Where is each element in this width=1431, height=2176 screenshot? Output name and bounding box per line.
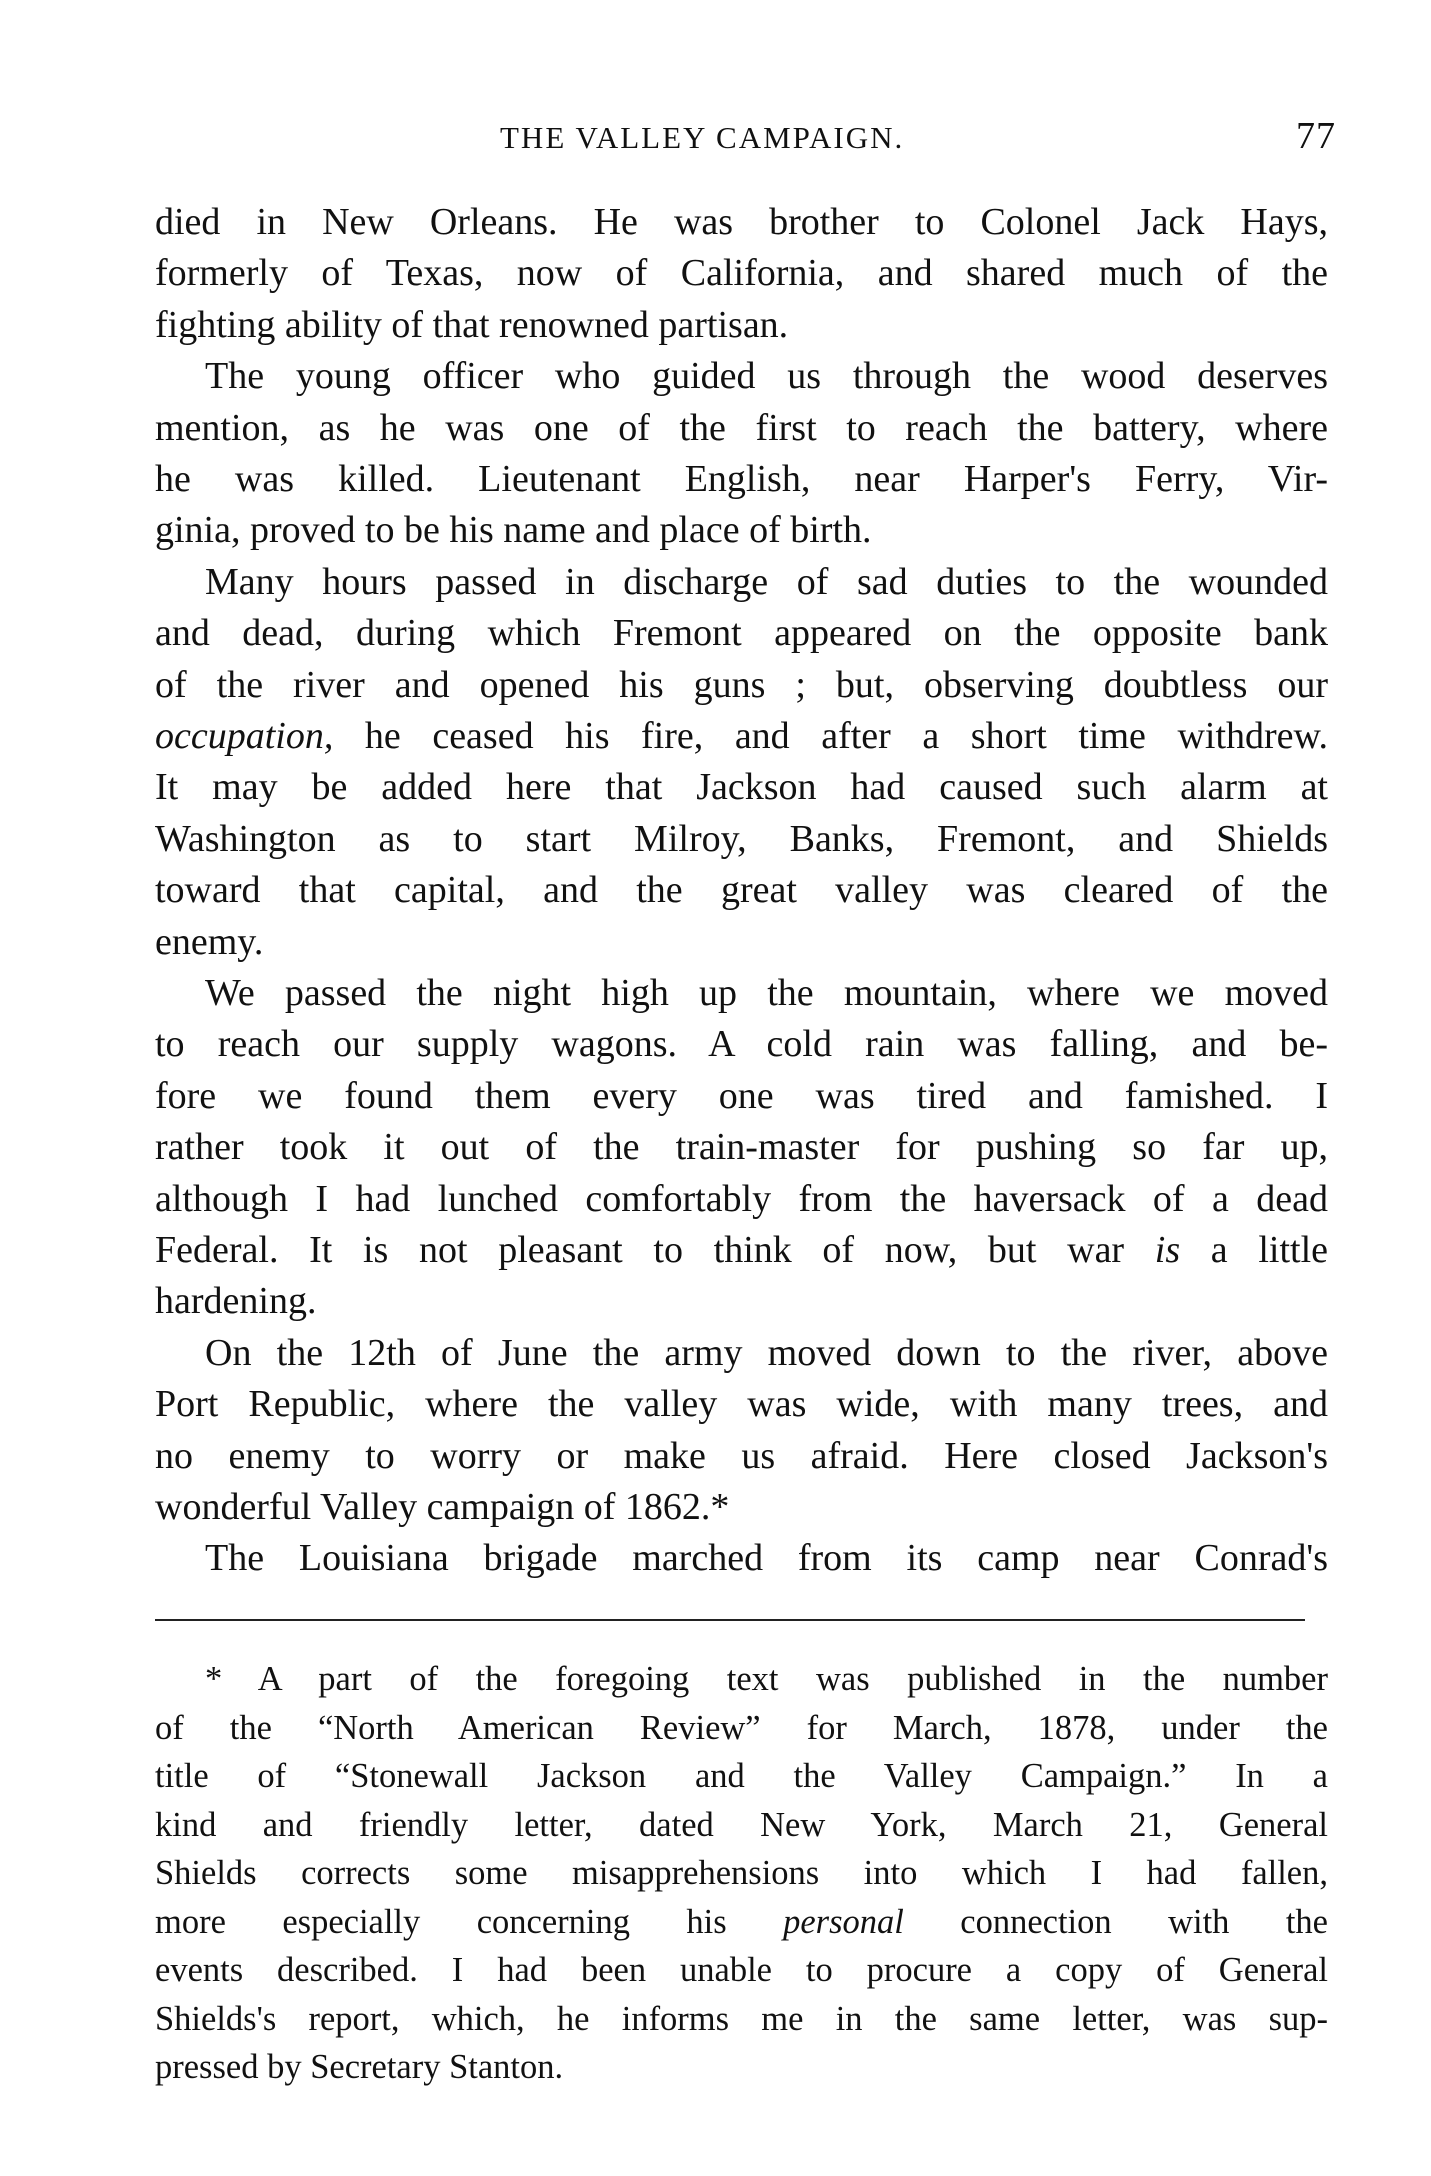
text-run: Shields's report, which, he informs me in the same letter, was sup- (155, 1999, 1328, 2038)
body-line (155, 920, 1328, 964)
text-run: toward that capital, and the great valley was cleared of the (155, 869, 1328, 912)
body-line (155, 663, 1328, 707)
body-line (155, 611, 1328, 655)
text-run: fighting ability of that renowned partisan. (155, 303, 789, 346)
body-line (155, 251, 1328, 295)
text-run: of the “North American Review” for March, 1878, under the (155, 1708, 1328, 1747)
text-run: ginia, proved to be his name and place of birth. (155, 509, 872, 552)
body-line (205, 1331, 1328, 1375)
text-run: mention, as he was one of the first to reach the battery, where (155, 406, 1328, 449)
text-run: pressed by Secretary Stanton. (155, 2048, 564, 2086)
text-run: although I had lunched comfortably from the haversack of a dead (155, 1177, 1328, 1220)
body-line (205, 354, 1328, 398)
body-line (155, 1074, 1328, 1118)
text-run: We passed the night high up the mountain, where we moved (205, 972, 1328, 1014)
footnote-line (155, 2048, 1328, 2087)
text-run: Shields corrects some misapprehensions into which I had fallen, (155, 1854, 1328, 1892)
text-run: Washington as to start Milroy, Banks, Fremont, and Shields (155, 817, 1328, 860)
text-run: no enemy to worry or make us afraid. Here closed Jackson's (155, 1434, 1328, 1477)
text-run: he was killed. Lieutenant English, near Harper's Ferry, Vir- (155, 458, 1328, 500)
text-run: The Louisiana brigade marched from its camp near Conrad's (205, 1537, 1328, 1580)
body-line (155, 1485, 1328, 1529)
text-run: fore we found them every one was tired and famished. I (155, 1074, 1328, 1117)
text-run: hardening. (155, 1280, 317, 1323)
footnote-line (155, 2000, 1328, 2039)
text-run: and dead, during which Fremont appeared on the opposite bank (155, 612, 1328, 655)
text-run: he ceased his fire, and after a short time withdrew. (333, 715, 1328, 757)
footnote-line (205, 1660, 1328, 1699)
body-line (155, 200, 1328, 244)
page-number: 77 (1296, 115, 1336, 157)
text-run: events described. I had been unable to procure a copy of General (155, 1951, 1328, 1989)
italic-text: occupation, (155, 715, 334, 757)
text-run: rather took it out of the train-master for pushing so far up, (155, 1126, 1328, 1169)
footnote-line (155, 1951, 1328, 1990)
text-run: connection with the (903, 1902, 1328, 1941)
text-run: enemy. (155, 920, 264, 963)
italic-text: is (1154, 1229, 1181, 1271)
text-run: title of “Stonewall Jackson and the Valley Campaign.” In a (155, 1757, 1328, 1795)
body-line (155, 406, 1328, 450)
body-line (205, 1536, 1328, 1580)
body-line (155, 1434, 1328, 1478)
running-head: THE VALLEY CAMPAIGN. (500, 120, 905, 155)
body-line (205, 560, 1328, 604)
footnote-line (155, 1903, 1328, 1942)
text-run: Many hours passed in discharge of sad duties to the wounded (205, 560, 1328, 603)
body-line (155, 303, 1328, 347)
italic-text: personal (783, 1902, 904, 1941)
body-line (155, 765, 1328, 809)
text-run: On the 12th of June the army moved down to the river, above (205, 1331, 1328, 1374)
body-line (155, 1177, 1328, 1221)
body-line (155, 1382, 1328, 1426)
body-line (155, 457, 1328, 501)
body-line (155, 1228, 1328, 1272)
text-run: died in New Orleans. He was brother to Colonel Jack Hays, (155, 201, 1328, 243)
text-run: The young officer who guided us through the wood deserves (205, 355, 1328, 398)
text-run: more especially concerning his (155, 1902, 784, 1941)
text-run: kind and friendly letter, dated New York, March 21, General (155, 1805, 1328, 1844)
body-line (155, 817, 1328, 861)
text-run: It may be added here that Jackson had caused such alarm at (155, 766, 1328, 809)
footnote-line (155, 1806, 1328, 1845)
footnote-line (155, 1709, 1328, 1748)
text-run: formerly of Texas, now of California, and shared much of the (155, 252, 1328, 295)
body-line (155, 508, 1328, 552)
body-line (205, 971, 1328, 1015)
body-line (155, 1022, 1328, 1066)
footnote-line (155, 1757, 1328, 1796)
text-run: a little (1180, 1229, 1328, 1271)
text-run: * A part of the foregoing text was published in the number (205, 1660, 1328, 1698)
body-line (155, 1125, 1328, 1169)
body-line (155, 868, 1328, 912)
body-line (155, 1279, 1328, 1323)
text-run: of the river and opened his guns ; but, observing doubtless our (155, 663, 1328, 706)
text-run: Federal. It is not pleasant to think of now, but war (155, 1229, 1155, 1271)
body-line (155, 714, 1328, 758)
text-run: to reach our supply wagons. A cold rain was falling, and be- (155, 1023, 1328, 1066)
text-run: wonderful Valley campaign of 1862.* (155, 1486, 730, 1528)
footnote-line (155, 1854, 1328, 1893)
text-run: Port Republic, where the valley was wide, with many trees, and (155, 1383, 1328, 1426)
footnote-divider (155, 1619, 1305, 1621)
